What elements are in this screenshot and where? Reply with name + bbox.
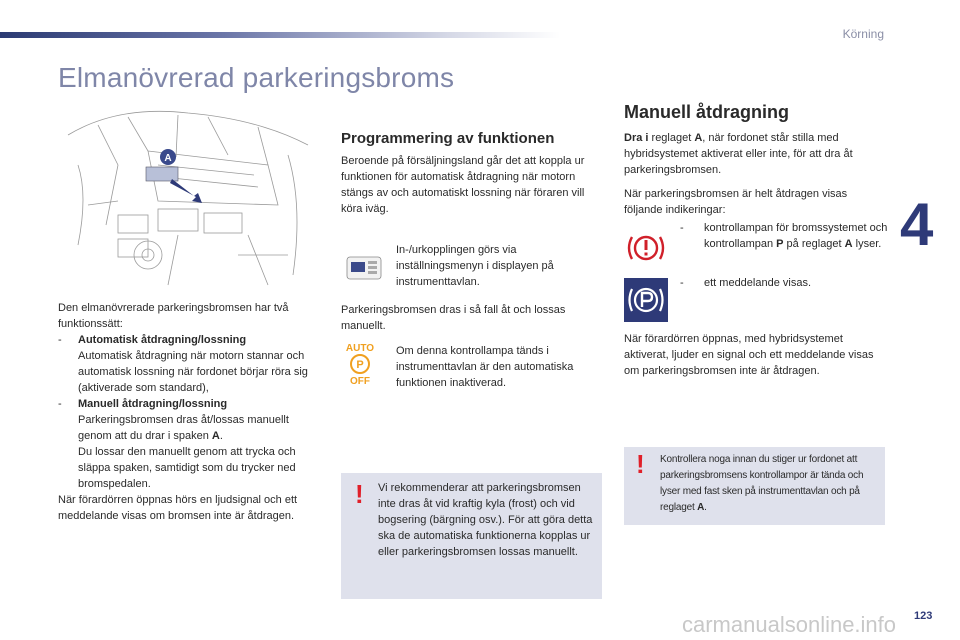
text-part: reglaget <box>648 132 695 144</box>
warning-text: Vi rekommenderar att parkeringsbromsen inte dras åt vid kraftig kyla (frost) och vid bogsering (bärgning osv.). För att göra detta ska de automatiska funktionerna kopplas ur eller parkeringsbromsen lossas manuellt. <box>378 482 593 558</box>
programming-heading: Programmering av funktionen <box>341 130 555 147</box>
list-item <box>58 332 323 348</box>
text-part: . <box>704 502 707 513</box>
list-item <box>58 396 323 412</box>
auto-icon-text: AUTO <box>345 343 375 354</box>
exclamation-icon: ! <box>355 479 364 509</box>
list-heading: Manuell åtdragning/lossning <box>78 398 228 410</box>
control-label-a: A <box>164 153 172 164</box>
list-dash: - <box>680 277 684 289</box>
list-heading: Automatisk åtdragning/lossning <box>78 334 247 346</box>
display-settings-icon <box>345 254 385 282</box>
indicator-item <box>680 220 890 252</box>
intro-section <box>58 300 323 524</box>
auto-p-off-warning-icon <box>343 341 377 387</box>
parking-brake-message-icon <box>624 278 668 322</box>
page-number: 123 <box>914 610 933 622</box>
manual-paragraph: När förardörren öppnas, med hybridsystemet aktiverat, ljuder en signal och ett meddelande visas om parkeringsbromsen inte är åtdragen. <box>624 333 874 377</box>
parking-brake-illustration <box>58 105 318 290</box>
list-text: Automatisk åtdragning när motorn stannar och automatisk lossning när fordonet börjar röra sig (aktiverade som standard), <box>78 350 308 394</box>
intro-lead: Den elmanövrerade parkeringsbromsen har två funktionssätt: <box>58 302 289 330</box>
list-text-bold: A <box>211 430 220 442</box>
indicator-text <box>704 220 890 252</box>
manual-paragraph <box>624 130 886 178</box>
text-part: Kontrollera noga innan du stiger ur fordonet att parkeringsbromsens kontrollampor är tända och lyser med fast sken på instrumenttavlan och på reglaget <box>660 454 864 513</box>
list-dash: - <box>58 334 62 346</box>
programming-paragraph: Parkeringsbromsen dras i så fall åt och lossas manuellt. <box>341 304 566 332</box>
list-text-part: . <box>219 430 223 442</box>
programming-paragraph: Beroende på försäljningsland går det att koppla ur funktionen för automatisk åtdragning när motorn stängs av och automatiskt lossning när föraren vill köra iväg. <box>341 155 585 215</box>
list-text <box>58 412 323 444</box>
exclamation-icon: ! <box>636 449 645 479</box>
text-bold: A <box>694 132 703 144</box>
header-bar <box>0 32 560 38</box>
text-bold: A <box>844 238 853 250</box>
warning-box <box>624 447 885 525</box>
text-part: lyser. <box>852 238 882 250</box>
text-bold: Dra i <box>624 132 649 144</box>
indicator-text: ett meddelande visas. <box>704 277 812 289</box>
auto-icon-text: P <box>356 359 364 371</box>
list-text: Du lossar den manuellt genom att trycka och släppa spaken, samtidigt som du trycker ned bromspedalen. <box>78 446 296 490</box>
warning-text <box>660 452 880 516</box>
chapter-number: 4 <box>900 191 934 258</box>
text-bold: P <box>776 238 784 250</box>
programming-paragraph: Om denna kontrollampa tänds i instrumenttavlan är den automatiska funktionen inaktiverad. <box>396 345 574 389</box>
page-title: Elmanövrerad parkeringsbroms <box>58 62 455 93</box>
list-dash: - <box>680 222 684 234</box>
watermark: carmanualsonline.info <box>682 612 897 637</box>
programming-paragraph: In-/urkopplingen görs via inställningsmenyn i displayen på instrumenttavlan. <box>396 244 554 288</box>
manual-heading: Manuell åtdragning <box>624 102 790 122</box>
brake-system-warning-icon <box>624 229 668 267</box>
auto-icon-text: OFF <box>350 376 370 387</box>
text-part: , när fordonet står stilla med hybridsystemet aktiverat eller inte, för att dra åt parkeringsbromsen. <box>624 132 853 176</box>
manual-paragraph: När parkeringsbromsen är helt åtdragen visas följande indikeringar: <box>624 188 848 216</box>
text-part: kontrollampan för bromssystemet och kontrollampan <box>704 222 888 250</box>
section-name: Körning <box>842 27 884 41</box>
text-part: på reglaget <box>783 238 845 250</box>
text-bold: A <box>697 502 705 513</box>
intro-closing: När förardörren öppnas hörs en ljudsignal och ett meddelande visas om bromsen inte är åtdragen. <box>58 494 298 522</box>
warning-box <box>341 473 602 599</box>
indicator-item <box>680 275 890 291</box>
list-text-part: Parkeringsbromsen dras åt/lossas manuellt genom att du drar i spaken <box>78 414 289 442</box>
list-dash: - <box>58 398 62 410</box>
